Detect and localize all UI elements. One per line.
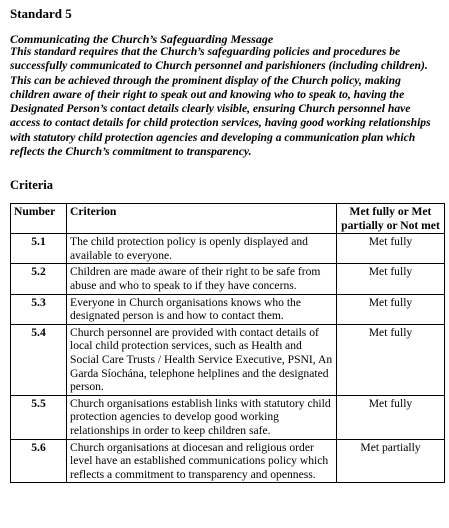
table-row [11, 395, 445, 439]
table-row [11, 294, 445, 324]
row-criterion: Church organisations establish links with statutory child protection agencies to develop good working relationships in order to keep children safe. [67, 395, 337, 439]
table-row [11, 264, 445, 294]
table-row [11, 324, 445, 395]
row-met-status: Met fully [337, 294, 445, 324]
row-number: 5.5 [11, 395, 67, 439]
header-criterion: Criterion [67, 204, 337, 234]
row-number: 5.3 [11, 294, 67, 324]
row-criterion: Church organisations at diocesan and religious order level have an established communications policy which reflects a commitment to transparency and openness. [67, 439, 337, 483]
row-met-status: Met fully [337, 324, 445, 395]
row-met-status: Met fully [337, 234, 445, 264]
row-met-status: Met fully [337, 395, 445, 439]
row-met-status: Met fully [337, 264, 445, 294]
standard-intro: This standard requires that the Church’s safeguarding policies and procedures be successfully communicated to Church personnel and parishioners (including children). This can be achieved through the prominent display of the Church policy, making children aware of their right to speak out and knowing who to speak to, having the Designated Person’s contact details clearly visible, ensuring Church personnel have access to contact details for child protection services, having good working relationships with statutory child protection agencies and developing a communication plan which reflects the Church’s commitment to transparency. [10, 45, 431, 159]
row-number: 5.6 [11, 439, 67, 483]
row-number: 5.1 [11, 234, 67, 264]
row-criterion: Children are made aware of their right to be safe from abuse and who to speak to if they have concerns. [67, 264, 337, 294]
table-header-row [11, 204, 445, 234]
header-number: Number [11, 204, 67, 234]
table-row [11, 234, 445, 264]
header-met: Met fully or Met partially or Not met [337, 204, 445, 234]
criteria-heading: Criteria [10, 178, 54, 192]
standard-subtitle: Communicating the Church’s Safeguarding Message [10, 32, 274, 46]
row-met-status: Met partially [337, 439, 445, 483]
row-criterion: The child protection policy is openly displayed and available to everyone. [67, 234, 337, 264]
row-criterion: Church personnel are provided with contact details of local child protection services, such as Health and Social Care Trusts / Health Service Executive, PSNI, An Garda Síochána, telephone helplines and the designated person. [67, 324, 337, 395]
table-row [11, 439, 445, 483]
standard-title: Standard 5 [10, 6, 72, 21]
row-number: 5.4 [11, 324, 67, 395]
row-number: 5.2 [11, 264, 67, 294]
row-criterion: Everyone in Church organisations knows who the designated person is and how to contact them. [67, 294, 337, 324]
criteria-table [10, 203, 445, 483]
